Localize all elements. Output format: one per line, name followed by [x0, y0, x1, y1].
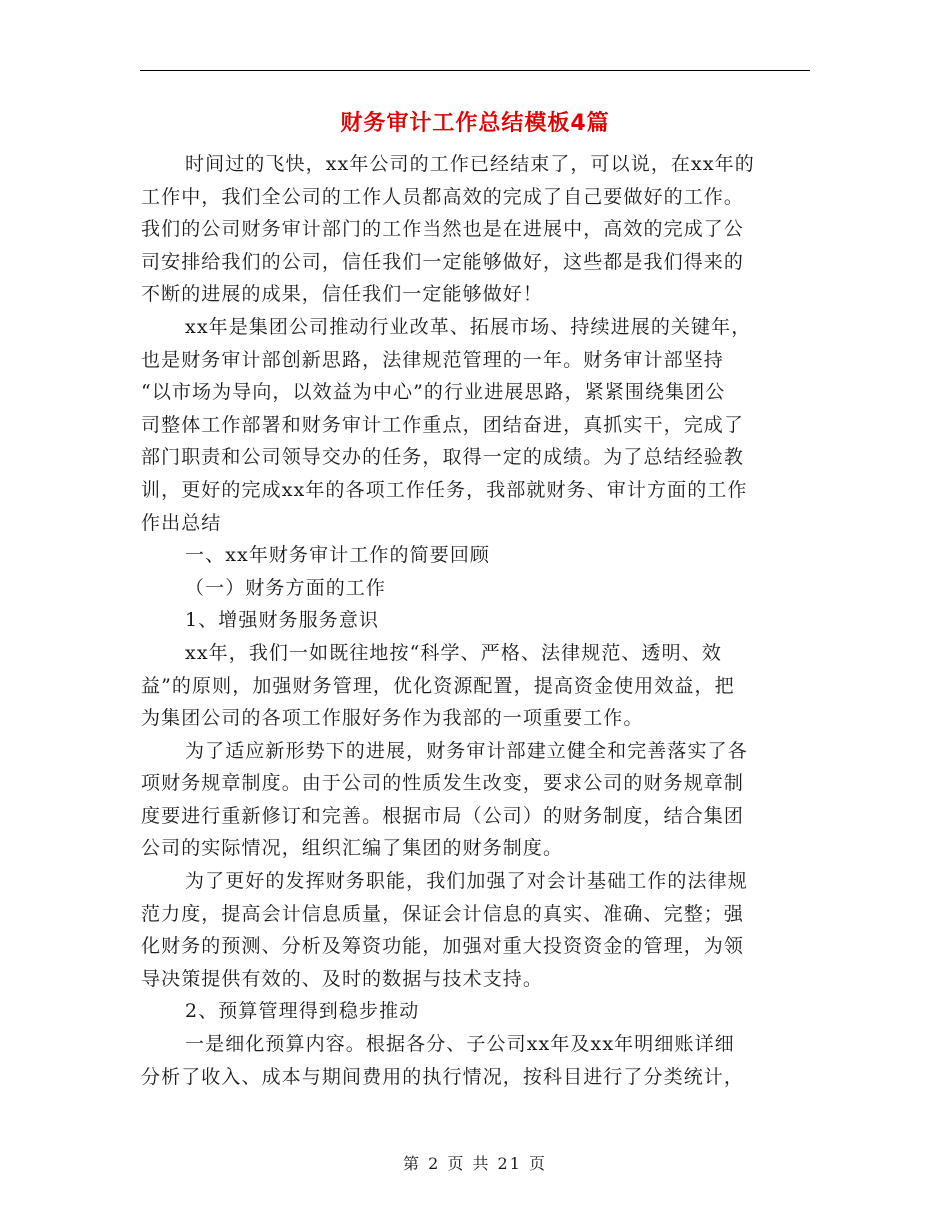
text-line: （一）财务方面的工作: [185, 576, 387, 599]
text-line: 为了适应新形势下的进展，财务审计部建立健全和完善落实了各: [185, 739, 748, 762]
text-line: 一、xx年财务审计工作的简要回顾: [185, 544, 491, 567]
text-line: 化财务的预测、分析及筹资功能，加强对重大投资资金的管理，为领: [141, 935, 745, 958]
text-line: 2、预算管理得到稳步推动: [185, 1000, 420, 1023]
text-line: xx年是集团公司推动行业改革、拓展市场、持续进展的关键年，: [185, 315, 752, 338]
text-line: 司整体工作部署和财务审计工作重点，团结奋进，真抓实干，完成了: [141, 413, 745, 436]
text-line: 工作中，我们全公司的工作人员都高效的完成了自己要做好的工作。: [141, 185, 745, 208]
text-line: 公司的实际情况，组织汇编了集团的财务制度。: [141, 837, 564, 860]
text-line: 范力度，提高会计信息质量，保证会计信息的真实、准确、完整；强: [141, 902, 745, 925]
document-title: 财务审计工作总结模板4篇: [340, 111, 610, 136]
text-line: 部门职责和公司领导交办的任务，取得一定的成绩。为了总结经验教: [141, 446, 745, 469]
text-line: “以市场为导向，以效益为中心”的行业进展思路，紧紧围绕集团公: [141, 381, 726, 404]
text-line: 为集团公司的各项工作服好务作为我部的一项重要工作。: [141, 707, 644, 730]
text-line: xx年，我们一如既往地按“科学、严格、法律规范、透明、效: [185, 641, 722, 664]
page-footer: 第 2 页 共 21 页: [403, 1154, 547, 1173]
text-line: 不断的进展的成果，信任我们一定能够做好！: [141, 283, 544, 306]
text-line: 时间过的飞快，xx年公司的工作已经结束了，可以说，在xx年的: [185, 153, 755, 175]
text-line: 训，更好的完成xx年的各项工作任务，我部就财务、审计方面的工作: [141, 478, 748, 501]
text-line: 一是细化预算内容。根据各分、子公司xx年及xx年明细账详细: [185, 1033, 735, 1056]
text-line: 益”的原则，加强财务管理，优化资源配置，提高资金使用效益，把: [141, 674, 735, 697]
text-line: 1、增强财务服务意识: [185, 609, 380, 632]
text-line: 也是财务审计部创新思路，法律规范管理的一年。财务审计部坚持: [141, 348, 724, 371]
text-line: 度要进行重新修订和完善。根据市局（公司）的财务制度，结合集团: [141, 804, 745, 827]
text-line: 我们的公司财务审计部门的工作当然也是在进展中，高效的完成了公: [141, 218, 745, 241]
text-line: 导决策提供有效的、及时的数据与技术支持。: [141, 967, 544, 990]
header-rule: [140, 70, 810, 71]
text-line: 项财务规章制度。由于公司的性质发生改变，要求公司的财务规章制: [141, 772, 745, 795]
document-body: [141, 148, 805, 1093]
text-line: 司安排给我们的公司，信任我们一定能够做好，这些都是我们得来的: [141, 250, 745, 273]
text-line: 分析了收入、成本与期间费用的执行情况，按科目进行了分类统计，: [141, 1065, 745, 1088]
text-line: 作出总结: [141, 511, 222, 534]
text-line: 为了更好的发挥财务职能，我们加强了对会计基础工作的法律规: [185, 870, 748, 893]
